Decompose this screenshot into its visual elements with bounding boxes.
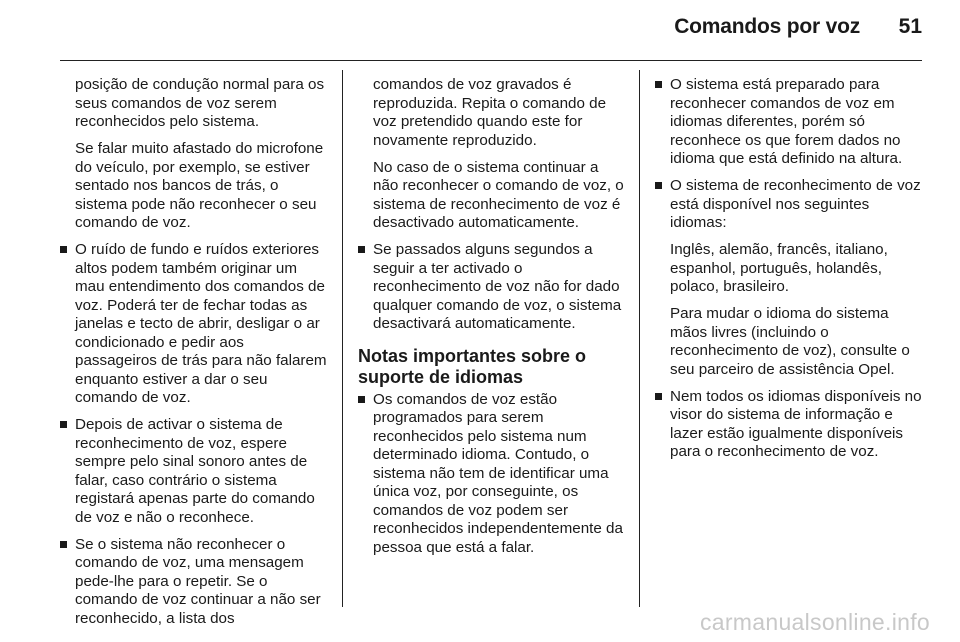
header-rule — [60, 60, 922, 61]
bullet-text: O sistema está preparado para reconhecer comandos de voz em idiomas diferentes, porém só reconhece os que forem dados no idioma que está definido na altura. — [670, 76, 903, 167]
square-bullet-icon — [358, 396, 365, 403]
bullet-text: Se passados alguns segundos a seguir a ter activado o reconhecimento de voz não for dado qualquer comando de voz, o sistema desactivará automaticamente. — [373, 241, 622, 332]
change-language-note: Para mudar o idioma do sistema mãos livres (incluindo o reconhecimento de voz), consulte o seu parceiro de assistência Opel. — [670, 305, 910, 378]
bullet-text: Os comandos de voz estão programados para serem reconhecidos pelo sistema num determinado idioma. Contudo, o sistema não tem de identificar uma única voz, por conseguinte, os comandos de voz podem ser reconhecidos independentemente da pessoa que está a falar. — [373, 390, 623, 556]
column-3 — [655, 76, 927, 470]
square-bullet-icon — [60, 246, 67, 253]
language-list: Inglês, alemão, francês, italiano, espanhol, português, holandês, polaco, brasileiro. — [670, 241, 888, 295]
square-bullet-icon — [655, 81, 662, 88]
bullet-item — [358, 241, 626, 334]
page-number: 51 — [898, 15, 922, 38]
bullet-text: O sistema de reconhecimento de voz está disponível nos seguintes idiomas: — [670, 177, 921, 231]
paragraph: comandos de voz gravados é reproduzida. Repita o comando de voz pretendido quando este for novamente reproduzido. — [373, 76, 607, 149]
bullet-item — [60, 241, 327, 408]
square-bullet-icon — [60, 421, 67, 428]
square-bullet-icon — [655, 393, 662, 400]
bullet-text: Se o sistema não reconhecer o comando de voz, uma mensagem pede-lhe para o repetir. Se o comando de voz continuar a não ser reconhecido, a lista dos — [75, 535, 321, 627]
bullet-text: Nem todos os idiomas disponíveis no visor do sistema de informação e lazer estão igualmente disponíveis para o reconhecimento de voz. — [670, 387, 922, 460]
page-header-title: Comandos por voz — [674, 15, 860, 38]
column-2 — [358, 76, 626, 566]
bullet-item — [655, 177, 927, 379]
column-1 — [60, 76, 327, 637]
paragraph: No caso de o sistema continuar a não reconhecer o comando de voz, o sistema de reconhecimento de voz é desactivado automaticamente. — [373, 158, 624, 231]
watermark: carmanualsonline.info — [699, 609, 930, 635]
square-bullet-icon — [60, 541, 67, 548]
bullet-text: Depois de activar o sistema de reconhecimento de voz, espere sempre pelo sinal sonoro antes de falar, caso contrário o sistema registará apenas parte do comando de voz e não o reconhece. — [75, 416, 315, 526]
bullet-item — [358, 391, 626, 558]
bullet-item — [655, 76, 927, 169]
bullet-item — [655, 388, 927, 462]
bullet-text: O ruído de fundo e ruídos exteriores altos podem também originar um mau entendimento dos comandos de voz. Poderá ter de fechar todas as janelas e tecto de abrir, desligar o ar condicionado e pedir aos passageiros de trás para não falarem enquanto estiver a dar o seu comando de voz. — [75, 241, 327, 406]
bullet-item — [60, 536, 327, 629]
paragraph: Se falar muito afastado do microfone do veículo, por exemplo, se estiver sentado nos bancos de trás, o sistema pode não reconhecer o seu comando de voz. — [75, 140, 324, 231]
square-bullet-icon — [358, 246, 365, 253]
section-heading: Notas importantes sobre o suporte de idiomas — [358, 345, 587, 387]
column-divider-2 — [639, 70, 640, 607]
paragraph: posição de condução normal para os seus comandos de voz serem reconhecidos pelo sistema. — [75, 76, 325, 130]
column-divider-1 — [342, 70, 343, 607]
square-bullet-icon — [655, 182, 662, 189]
bullet-item — [60, 416, 327, 527]
